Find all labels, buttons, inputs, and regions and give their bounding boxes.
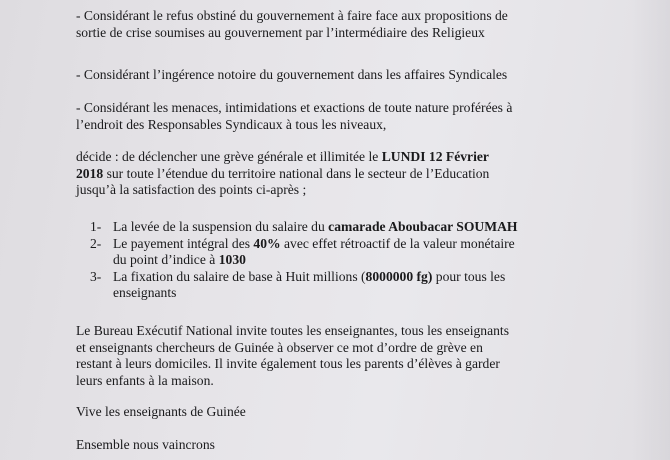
- considerant-refus-line-2: sortie de crise soumises au gouvernement par l’intermédiaire des Religieux: [76, 24, 485, 40]
- demand-3-line-1: [113, 269, 610, 286]
- demand-3-text: La fixation du salaire de base à Huit millions (: [113, 268, 366, 284]
- considerant-ingerence: [76, 67, 507, 84]
- considerant-refus: [76, 8, 608, 41]
- closing-line-2: Ensemble nous vaincrons: [76, 437, 215, 452]
- decision-line-2: [76, 166, 610, 183]
- demand-3-line-2: enseignants: [113, 285, 177, 300]
- demand-number: 1-: [90, 219, 102, 234]
- decision-line-1-text: décide : de déclencher une grève générale et illimitée le: [76, 149, 382, 164]
- decision-line-2-text: sur toute l’étendue du territoire national dans le secteur de l’Education: [103, 165, 490, 181]
- invitation-line-2: et enseignants chercheurs de Guinée à observer ce mot d’ordre de grève en: [76, 339, 483, 355]
- demand-2-text-rest: avec effet rétroactif de la valeur monétaire: [280, 235, 515, 251]
- demand-2-line-1: [113, 236, 610, 253]
- considerant-refus-line-1: - Considérant le refus obstiné du gouvernement à faire face aux propositions de: [76, 8, 508, 23]
- demand-2-bold: 40%: [253, 235, 281, 251]
- demand-number: 2-: [90, 235, 102, 251]
- considerant-ingerence-line-1: - Considérant l’ingérence notoire du gouvernement dans les affaires Syndicales: [76, 67, 508, 82]
- closing-slogan-1: [76, 404, 246, 421]
- demand-item: [90, 269, 610, 302]
- invitation-line-4: leurs enfants à la maison.: [76, 372, 214, 388]
- demand-3-bold: 8000000 fg): [365, 268, 433, 284]
- demand-2-text: Le payement intégral des: [113, 235, 254, 251]
- strike-year: 2018: [76, 165, 104, 181]
- photo-shadow: [630, 0, 670, 460]
- demand-2-line-2: [113, 252, 610, 269]
- strike-date: LUNDI 12 Février: [381, 149, 489, 164]
- demand-3-text-rest: pour tous les: [432, 268, 506, 284]
- considerant-menaces-line-1: - Considérant les menaces, intimidations et exactions de toute nature proférées à: [76, 100, 513, 115]
- decision-line-1: [76, 149, 610, 166]
- demand-1-text: La levée de la suspension du salaire du: [113, 219, 329, 234]
- demand-item: [90, 219, 610, 236]
- demands-list: [90, 219, 610, 302]
- invitation-line-3: restant à leurs domiciles. Il invite également tous les parents d’élèves à garder: [76, 356, 500, 371]
- closing-line-1: Vive les enseignants de Guinée: [76, 404, 246, 419]
- demand-2-line-2-bold: 1030: [218, 252, 246, 267]
- invitation-line-1: Le Bureau Exécutif National invite toutes les enseignantes, tous les enseignants: [76, 323, 509, 338]
- invitation-paragraph: [76, 323, 608, 389]
- considerant-menaces: [76, 100, 594, 133]
- demand-1-line-1: [113, 219, 610, 236]
- demand-number: 3-: [90, 268, 102, 284]
- closing-slogan-2: [76, 437, 215, 454]
- demand-2-line-2-text: du point d’indice à: [113, 252, 219, 267]
- considerant-menaces-line-2: l’endroit des Responsables Syndicaux à tous les niveaux,: [76, 116, 387, 132]
- demand-item: [90, 236, 610, 269]
- demand-1-bold: camarade Aboubacar SOUMAH: [328, 219, 518, 234]
- decision-paragraph: [76, 149, 610, 199]
- decision-line-3: jusqu’à la satisfaction des points ci-après ;: [76, 182, 307, 197]
